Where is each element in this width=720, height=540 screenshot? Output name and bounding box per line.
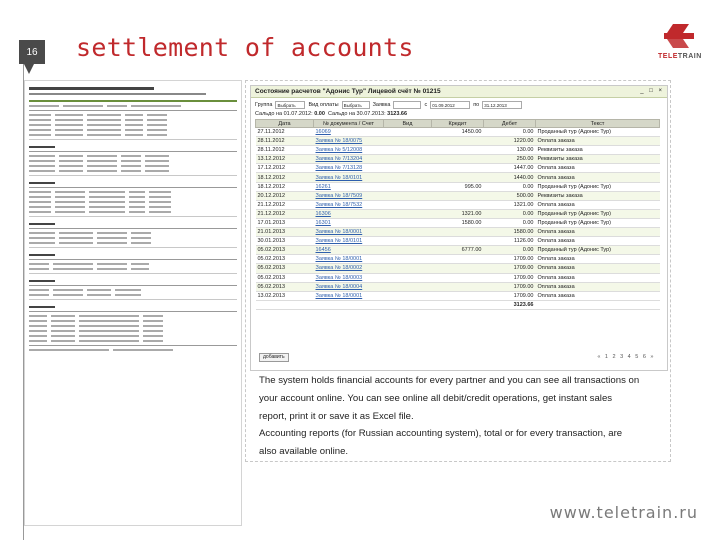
- table-cell: [384, 255, 432, 264]
- total-cell: [536, 300, 660, 309]
- table-row[interactable]: [256, 164, 660, 173]
- table-cell: 6777.00: [432, 246, 484, 255]
- document-link[interactable]: 16306: [314, 209, 384, 218]
- table-cell: [384, 218, 432, 227]
- table-row[interactable]: [256, 255, 660, 264]
- table-cell: 21.12.2012: [256, 200, 314, 209]
- document-link[interactable]: Заявка № 7/13128: [314, 164, 384, 173]
- table-cell: 21.01.2013: [256, 228, 314, 237]
- pager-row: [255, 350, 665, 366]
- table-row[interactable]: [256, 228, 660, 237]
- document-link[interactable]: Заявка № 18/0002: [314, 264, 384, 273]
- table-cell: 0.00: [484, 246, 536, 255]
- table-cell: 17.01.2013: [256, 218, 314, 227]
- table-cell: 1709.00: [484, 273, 536, 282]
- slide-number: 16: [19, 40, 45, 64]
- table-row[interactable]: [256, 209, 660, 218]
- date-from-input[interactable]: 01.09.2012: [430, 101, 470, 109]
- table-row[interactable]: [256, 182, 660, 191]
- table-cell: 1440.00: [484, 173, 536, 182]
- table-cell: [432, 255, 484, 264]
- window-controls[interactable]: _ □ ×: [640, 88, 664, 94]
- description-text: The system holds financial accounts for every partner and you can see all transactions on your account online. You can see online all debit/credit operations, get instant sales report, print it or save it as Excel file. Accounting reports (for Russian accounting system), total or for every transaction, are also available online.: [259, 375, 640, 458]
- table-cell: 18.12.2012: [256, 182, 314, 191]
- table-cell: Проданный тур (Адонис Тур): [536, 209, 660, 218]
- table-cell: Оплата заказа: [536, 282, 660, 291]
- table-cell: 1220.00: [484, 137, 536, 146]
- table-cell: [384, 173, 432, 182]
- table-cell: 130.00: [484, 146, 536, 155]
- table-cell: [384, 155, 432, 164]
- table-row[interactable]: [256, 282, 660, 291]
- table-cell: [384, 237, 432, 246]
- table-row[interactable]: [256, 291, 660, 300]
- table-cell: [384, 182, 432, 191]
- table-cell: [432, 291, 484, 300]
- document-link[interactable]: Заявка № 7/13204: [314, 155, 384, 164]
- table-cell: 18.12.2012: [256, 173, 314, 182]
- document-link[interactable]: 16069: [314, 128, 384, 137]
- table-cell: 1709.00: [484, 282, 536, 291]
- table-cell: [384, 246, 432, 255]
- table-row[interactable]: [256, 200, 660, 209]
- table-cell: Проданный тур (Адонис Тур): [536, 182, 660, 191]
- table-row[interactable]: [256, 191, 660, 200]
- document-link[interactable]: Заявка № 18/0001: [314, 228, 384, 237]
- document-link[interactable]: Заявка № 5/12008: [314, 146, 384, 155]
- add-button[interactable]: добавить: [259, 353, 289, 362]
- total-cell: [314, 300, 384, 309]
- table-cell: [432, 164, 484, 173]
- page-title: settlement of accounts: [76, 33, 414, 62]
- table-cell: [384, 191, 432, 200]
- table-cell: Оплата заказа: [536, 273, 660, 282]
- table-row[interactable]: [256, 155, 660, 164]
- table-cell: 1321.00: [484, 200, 536, 209]
- table-cell: 21.12.2012: [256, 209, 314, 218]
- table-cell: 20.12.2012: [256, 191, 314, 200]
- table-cell: [432, 155, 484, 164]
- table-cell: [432, 146, 484, 155]
- document-link[interactable]: 16261: [314, 182, 384, 191]
- table-cell: 0.00: [484, 209, 536, 218]
- table-cell: 995.00: [432, 182, 484, 191]
- transactions-table: [255, 119, 660, 310]
- document-link[interactable]: Заявка № 18/0001: [314, 291, 384, 300]
- table-cell: 13.02.2013: [256, 291, 314, 300]
- total-cell: 3123.66: [484, 300, 536, 309]
- table-cell: [432, 200, 484, 209]
- table-cell: Проданный тур (Адонис Тур): [536, 218, 660, 227]
- table-cell: [384, 200, 432, 209]
- table-cell: 05.02.2013: [256, 282, 314, 291]
- table-cell: Оплата заказа: [536, 164, 660, 173]
- table-cell: 27.11.2012: [256, 128, 314, 137]
- table-row[interactable]: [256, 273, 660, 282]
- table-cell: 1580.00: [484, 228, 536, 237]
- column-header[interactable]: Текст: [536, 120, 660, 128]
- table-row[interactable]: [256, 264, 660, 273]
- table-cell: [384, 264, 432, 273]
- teletrain-logo: [658, 22, 702, 64]
- account-window: [250, 85, 668, 371]
- table-cell: Проданный тур (Адонис Тур): [536, 128, 660, 137]
- table-row[interactable]: [256, 137, 660, 146]
- table-cell: [384, 146, 432, 155]
- accounting-report-preview: [24, 80, 242, 526]
- column-header[interactable]: Дебет: [484, 120, 536, 128]
- logo-text: TELETRAIN: [658, 53, 702, 60]
- table-cell: Оплата заказа: [536, 137, 660, 146]
- table-cell: [432, 137, 484, 146]
- document-link[interactable]: Заявка № 18/0001: [314, 255, 384, 264]
- table-row[interactable]: [256, 237, 660, 246]
- pagination[interactable]: « 1 2 3 4 5 6 »: [597, 354, 655, 360]
- table-cell: [432, 228, 484, 237]
- column-header[interactable]: Вид: [384, 120, 432, 128]
- column-header[interactable]: Кредит: [432, 120, 484, 128]
- payment-type-select[interactable]: Выбрать: [342, 101, 370, 109]
- window-title: Состояние расчетов "Адонис Тур" Лицевой счёт № 01215 _ □ ×: [251, 86, 667, 98]
- table-cell: [384, 137, 432, 146]
- table-cell: 1709.00: [484, 291, 536, 300]
- table-cell: Оплата заказа: [536, 228, 660, 237]
- table-cell: 1450.00: [432, 128, 484, 137]
- table-cell: 05.02.2013: [256, 246, 314, 255]
- date-to-input[interactable]: 31.12.2013: [482, 101, 522, 109]
- balance-summary: Сальдо на 01.07.2012: 0.00 Сальдо на 30.07.2013: 3123.66: [255, 111, 408, 117]
- table-cell: 28.11.2012: [256, 137, 314, 146]
- column-header[interactable]: № документа / Счет: [314, 120, 384, 128]
- table-cell: [432, 173, 484, 182]
- filter-toolbar: Группа Выбрать Вид оплаты Выбрать Заявка с 01.09.2012 по 31.12.2013: [251, 98, 667, 109]
- table-row[interactable]: [256, 218, 660, 227]
- table-cell: 05.02.2013: [256, 264, 314, 273]
- table-cell: 1709.00: [484, 264, 536, 273]
- table-cell: Реквизиты заказа: [536, 146, 660, 155]
- table-cell: 1709.00: [484, 255, 536, 264]
- document-link[interactable]: Заявка № 18/0003: [314, 273, 384, 282]
- total-cell: [384, 300, 432, 309]
- document-link[interactable]: Заявка № 18/7532: [314, 200, 384, 209]
- table-cell: 05.02.2013: [256, 273, 314, 282]
- table-cell: [384, 228, 432, 237]
- document-link[interactable]: 16456: [314, 246, 384, 255]
- table-cell: 13.12.2012: [256, 155, 314, 164]
- table-cell: [384, 291, 432, 300]
- table-cell: Реквизиты заказа: [536, 191, 660, 200]
- table-cell: Реквизиты заказа: [536, 155, 660, 164]
- document-link[interactable]: Заявка № 18/0075: [314, 137, 384, 146]
- table-cell: 1321.00: [432, 209, 484, 218]
- table-cell: Оплата заказа: [536, 255, 660, 264]
- document-link[interactable]: Заявка № 18/7509: [314, 191, 384, 200]
- table-row[interactable]: [256, 146, 660, 155]
- table-row[interactable]: [256, 128, 660, 137]
- table-cell: Оплата заказа: [536, 173, 660, 182]
- table-cell: 250.00: [484, 155, 536, 164]
- table-cell: Оплата заказа: [536, 291, 660, 300]
- table-cell: 1447.00: [484, 164, 536, 173]
- table-cell: Оплата заказа: [536, 264, 660, 273]
- table-cell: [432, 273, 484, 282]
- table-cell: [384, 164, 432, 173]
- total-cell: [432, 300, 484, 309]
- table-cell: Оплата заказа: [536, 200, 660, 209]
- table-cell: 30.01.2013: [256, 237, 314, 246]
- document-link[interactable]: Заявка № 18/0101: [314, 237, 384, 246]
- table-cell: [384, 282, 432, 291]
- document-link[interactable]: Заявка № 18/0004: [314, 282, 384, 291]
- table-cell: 1126.00: [484, 237, 536, 246]
- table-cell: 28.11.2012: [256, 146, 314, 155]
- table-cell: 0.00: [484, 128, 536, 137]
- table-cell: 1580.00: [432, 218, 484, 227]
- totals-row: [256, 300, 660, 309]
- website-url: www.teletrain.ru: [549, 503, 698, 522]
- table-row[interactable]: [256, 246, 660, 255]
- table-row[interactable]: [256, 173, 660, 182]
- table-cell: [432, 264, 484, 273]
- document-link[interactable]: Заявка № 18/0101: [314, 173, 384, 182]
- table-cell: 17.12.2012: [256, 164, 314, 173]
- table-cell: [384, 273, 432, 282]
- request-input[interactable]: [393, 101, 421, 109]
- group-select[interactable]: Выбрать: [275, 101, 305, 109]
- logo-icon: [664, 22, 694, 50]
- table-cell: [432, 282, 484, 291]
- table-cell: 05.02.2013: [256, 255, 314, 264]
- table-cell: 0.00: [484, 218, 536, 227]
- table-cell: [384, 209, 432, 218]
- table-cell: 500.00: [484, 191, 536, 200]
- table-cell: [384, 128, 432, 137]
- table-cell: Оплата заказа: [536, 237, 660, 246]
- table-cell: [432, 237, 484, 246]
- document-link[interactable]: 16301: [314, 218, 384, 227]
- column-header[interactable]: Дата: [256, 120, 314, 128]
- table-cell: 0.00: [484, 182, 536, 191]
- table-cell: [432, 191, 484, 200]
- total-cell: [256, 300, 314, 309]
- table-cell: Проданный тур (Адонис Тур): [536, 246, 660, 255]
